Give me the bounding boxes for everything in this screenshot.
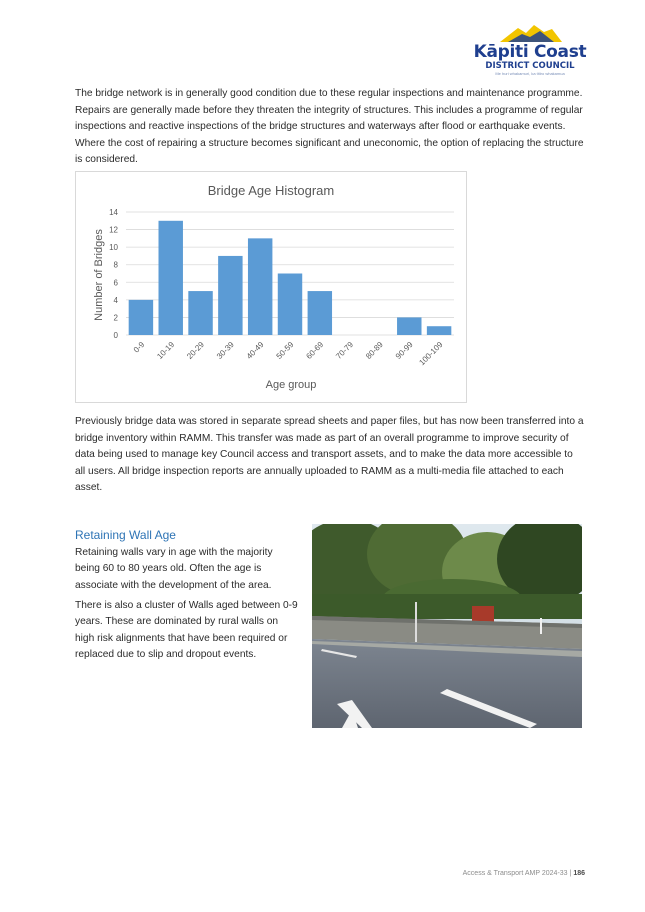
bar-40-49 [248,238,272,335]
x-tick-label: 90-99 [393,340,415,361]
bar-30-39 [218,256,242,335]
x-tick-label: 50-59 [274,340,296,361]
y-axis-label: Number of Bridges [93,229,105,321]
y-tick-label: 14 [109,208,118,217]
bar-0-9 [129,300,153,335]
bar-90-99 [397,317,421,335]
retaining-paragraph-1: Retaining walls vary in age with the majority being 60 to 80 years old. Often the age is associate with the development of the area. [75,547,273,591]
retaining-paragraph-2: There is also a cluster of Walls aged between 0-9 years. These are dominated by rural walls on high risk alignments that have been required or replaced due to slip and dropout events. [75,600,298,660]
footer-document-title: Access & Transport AMP 2024-33 [462,870,568,877]
logo-subtitle: DISTRICT COUNCIL [485,61,575,71]
page-number: 186 [573,870,585,877]
retaining-wall-photo [312,524,582,728]
bridge-condition-paragraph: The bridge network is in generally good condition due to these regular inspections and maintenance programme. Repairs are generally made before they threaten the integrity of structures. This includes a programme of regular inspections and reactive inspections of the bridge structures and waterways after flood or earthquake events. Where the cost of repairing a structure becomes significant and uneconomic, the option of replacing the structure is considered. [75,88,584,166]
chart-svg [76,172,466,402]
bar-60-69 [308,291,332,335]
mountain-icon [470,22,590,44]
y-tick-label: 0 [113,331,118,340]
x-tick-label: 0-9 [131,340,147,355]
x-tick-label: 40-49 [244,340,266,361]
bar-20-29 [188,291,212,335]
x-tick-label: 30-39 [214,340,236,361]
x-tick-label: 60-69 [304,340,326,361]
section-heading: Retaining Wall Age [75,528,176,542]
y-tick-label: 10 [109,243,118,253]
footer-separator: | [569,870,572,877]
bar-100-109 [427,326,451,335]
x-tick-label: 20-29 [185,340,206,361]
logo-tagline: Me huri whakamuri, ka titiro whakamua [495,71,565,76]
bridge-data-paragraph: Previously bridge data was stored in separate spread sheets and paper files, but has now been transferred into a bridge inventory within RAMM. This transfer was made as part of an overall programme to improve security of data being used to manage key Council access and transport assets, and to make the data more accessible to all users. All bridge inspection reports are annually uploaded to RAMM as a multi-media file attached to each asset. [75,416,584,494]
x-tick-label: 70-79 [334,340,356,361]
bar-50-59 [278,274,302,336]
y-tick-label: 12 [109,225,118,235]
y-tick-label: 6 [113,278,118,288]
x-axis-label: Age group [265,379,317,391]
chart-title: Bridge Age Histogram [207,183,335,198]
x-tick-label: 80-89 [364,340,385,361]
bridge-age-chart [75,171,467,403]
bar-10-19 [159,221,183,335]
logo-title: Kāpiti Coast [473,42,587,62]
page-footer [380,870,585,877]
y-tick-label: 4 [113,295,118,305]
y-tick-label: 2 [113,313,118,323]
y-tick-label: 8 [113,260,118,270]
council-logo [470,22,590,78]
x-tick-label: 100-109 [417,340,445,368]
x-tick-label: 10-19 [155,340,177,361]
